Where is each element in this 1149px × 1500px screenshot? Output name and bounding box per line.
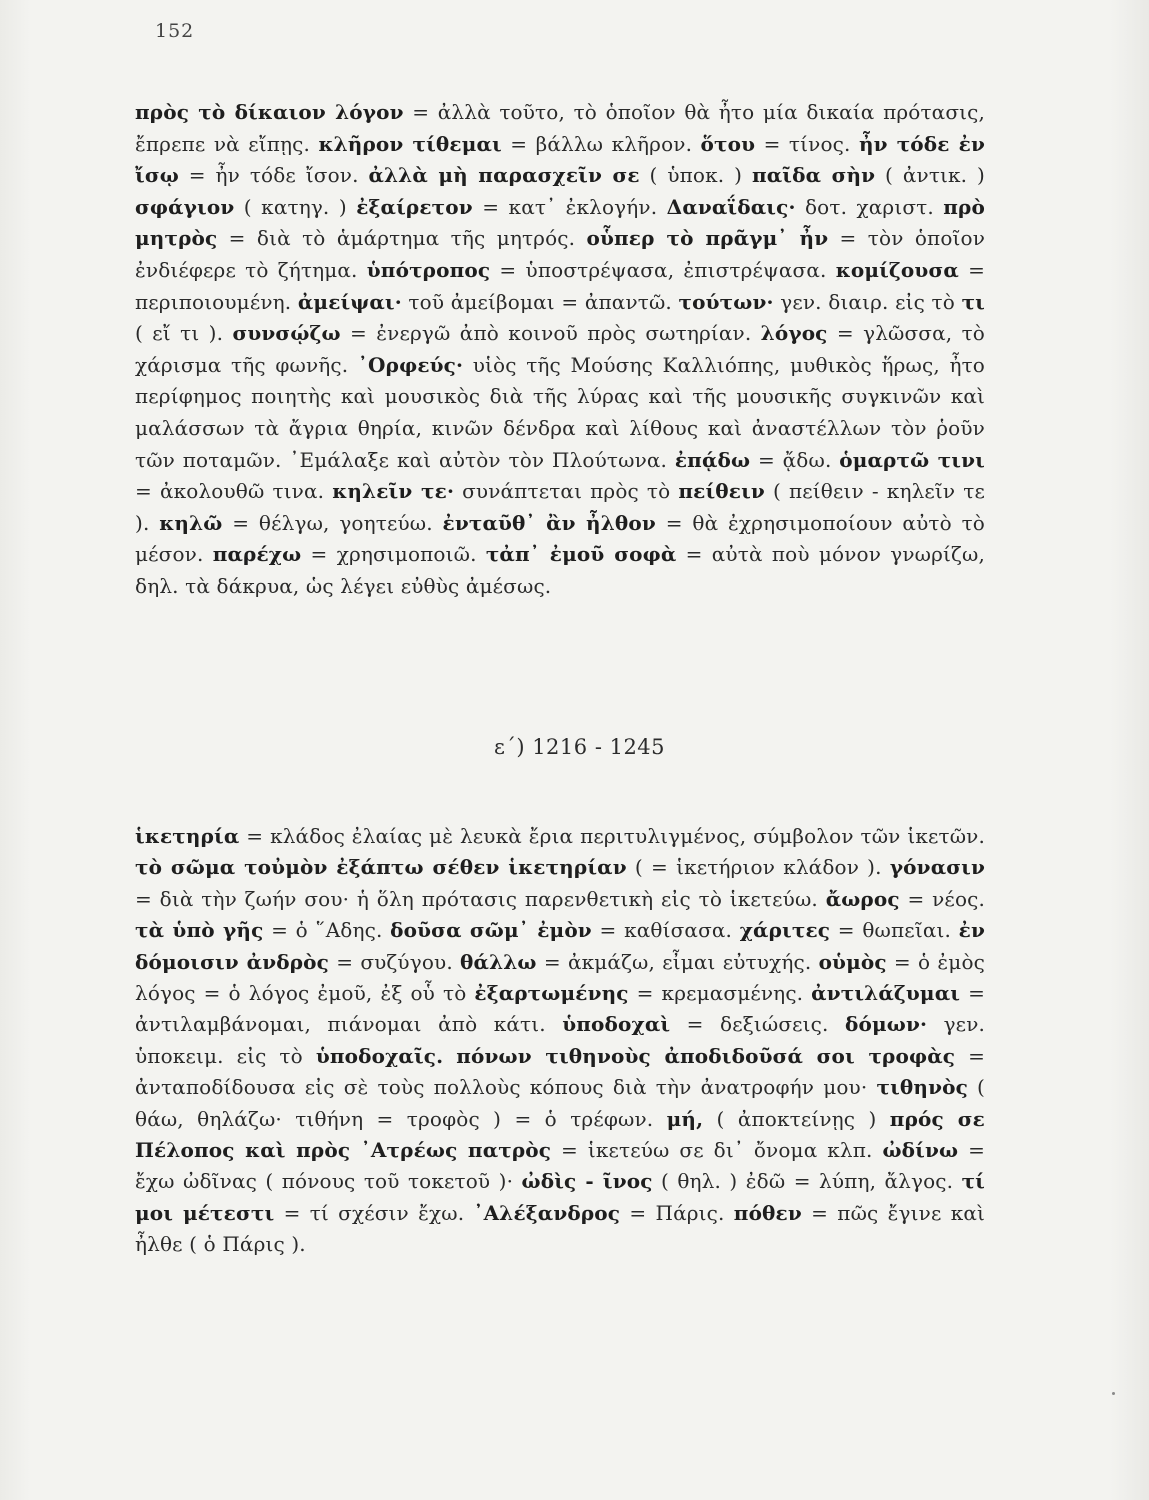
lemma: ἄωρος: [825, 886, 900, 911]
lemma: δόμων·: [845, 1012, 928, 1037]
gloss: = διὰ τὴν ζωήν σου· ἡ ὅλη πρότασις παρενθετικὴ εἰς τὸ ἱκετεύω.: [135, 886, 826, 911]
lemma: πείθειν: [678, 479, 765, 504]
lemma: πόθεν: [733, 1200, 802, 1225]
lemma: ἐν δόμοισιν ἀνδρὸς: [135, 918, 985, 974]
lemma: ἀλλὰ μὴ παρασχεῖν σε: [368, 163, 640, 188]
lemma: χάριτες: [739, 918, 831, 943]
lemma: ὠδίνω: [882, 1138, 959, 1163]
lemma: πόνων τιθηνοὺς ἀποδιδοῦσά σοι τροφὰς: [456, 1043, 956, 1068]
gloss: γεν. ὑποκειμ. εἰς τὸ: [135, 1012, 986, 1068]
gloss: = κλάδος ἐλαίας μὲ λευκὰ ἔρια περιτυλιγμένος, σύμβολον τῶν ἱκετῶν.: [239, 824, 985, 848]
section-heading: ε΄) 1216 - 1245: [493, 735, 666, 759]
gloss: ( εἴ τι ).: [135, 321, 233, 346]
gloss: = χρησιμοποιῶ.: [301, 542, 486, 567]
gloss: = θὰ ἐχρησιμοποίουν αὐτὸ τὸ μέσον.: [135, 510, 985, 567]
gloss: = ἔχω ὠδῖνας ( πόνους τοῦ τοκετοῦ )·: [135, 1138, 985, 1194]
lemma: κηλεῖν τε·: [332, 479, 455, 504]
gloss: = διὰ τὸ ἁμάρτημα τῆς μητρός.: [217, 226, 587, 251]
gloss: = κατ᾽ ἐκλογήν.: [472, 194, 667, 219]
gloss: ( κατηγ. ): [234, 194, 357, 219]
lemma: οὗπερ τὸ πρᾶγμ᾽ ἦν: [586, 226, 829, 251]
gloss: = περιποιουμένη.: [135, 257, 985, 314]
lemma: ὠδὶς - ῖνος: [521, 1169, 653, 1194]
gloss: = Πάρις.: [620, 1200, 734, 1225]
gloss: = ἀκμάζω, εἶμαι εὐτυχής.: [536, 949, 819, 974]
gloss: = τί σχέσιν ἔχω.: [274, 1200, 474, 1225]
lemma: κηλῶ: [159, 510, 223, 535]
lemma: ᾽Αλέξανδρος: [473, 1200, 621, 1225]
gloss: = ᾄδω.: [750, 447, 840, 472]
lemma: τι: [961, 289, 985, 314]
gloss: γεν. διαιρ. εἰς τὸ: [773, 289, 962, 314]
lemma: ἀμείψαι·: [297, 289, 402, 314]
lemma: τιθηνὸς: [876, 1075, 968, 1100]
gloss: = ἦν τόδε ἴσον.: [178, 163, 369, 188]
lemma: σφάγιον: [135, 194, 235, 219]
gloss: = ὁ ῞Αδης.: [263, 918, 391, 943]
lemma: ἀντιλάζυμαι: [811, 981, 961, 1006]
gloss: = ὁ ἐμὸς λόγος = ὁ λόγος ἐμοῦ, ἐξ οὗ τὸ: [135, 949, 985, 1006]
lemma: ὑποδοχαῖς.: [315, 1043, 444, 1068]
commentary-paragraph: [135, 97, 985, 603]
gloss: = θέλγω, γοητεύω.: [222, 510, 443, 535]
gloss: = θωπεῖαι.: [830, 918, 959, 943]
gloss: = τίνος.: [755, 131, 859, 156]
gloss: υἱὸς τῆς Μούσης Καλλιόπης, μυθικὸς ἥρως, ἦτο περίφημος ποιητὴς καὶ μουσικὸς διὰ τῆς λύρας καὶ τῆς μουσικῆς συγκινῶν καὶ μαλάσσων τὰ ἄγρια θηρία, κινῶν δένδρα καὶ λίθους καὶ ἀναστέλλων τὸν ῥοῦν τῶν ποταμῶν. ᾽Εμάλαξε καὶ αὐτὸν τὸν Πλούτωνα.: [135, 352, 985, 472]
lemma: ὅτου: [700, 131, 756, 156]
lemma: μή,: [666, 1106, 704, 1131]
lemma: ὑποδοχαὶ: [562, 1012, 671, 1037]
lemma: ἐπᾴδω: [674, 447, 751, 472]
gloss: ( θάω, θηλάζω· τιθήνη = τροφὸς ) = ὁ τρέφων.: [135, 1075, 985, 1131]
gloss: ( ἀντικ. ): [875, 163, 986, 188]
gloss: ( πείθειν - κηλεῖν τε ).: [135, 479, 986, 535]
lemma: ᾽Ορφεύς·: [357, 352, 464, 377]
lemma: πρὸς τὸ δίκαιον λόγον: [135, 100, 404, 124]
gloss: συνάπτεται πρὸς τὸ: [454, 479, 679, 504]
gloss: = πῶς ἔγινε καὶ ἦλθε ( ὁ Πάρις ).: [135, 1200, 985, 1257]
gloss: = ὑποστρέψασα, ἐπιστρέψασα.: [490, 257, 836, 282]
gloss: = αὐτὰ ποὺ μόνον γνωρίζω, δηλ. τὰ δάκρυα, ὡς λέγει εὐθὺς ἀμέσως.: [135, 542, 985, 598]
gloss: = ἀλλὰ τοῦτο, τὸ ὁποῖον θὰ ἦτο μία δικαία πρότασις, ἔπρεπε νὰ εἴπῃς.: [135, 100, 985, 156]
lemma: τί μοι μέτεστι: [135, 1169, 986, 1225]
lemma: παρέχω: [212, 542, 302, 567]
lemma: γόνασιν: [889, 855, 985, 880]
gloss: = καθίσασα.: [591, 918, 740, 943]
lemma: ἱκετηρία: [135, 824, 240, 848]
lemma: πρὸ μητρὸς: [135, 194, 985, 251]
gloss: = τὸν ὁποῖον ἐνδιέφερε τὸ ζήτημα.: [135, 226, 986, 282]
lemma: πρός σε Πέλοπος καὶ πρὸς ᾽Ατρέως πατρὸς: [135, 1106, 985, 1163]
paper-speck: [1112, 1392, 1115, 1395]
gloss: = γλῶσσα, τὸ χάρισμα τῆς φωνῆς.: [135, 321, 985, 377]
gloss: δοτ. χαριστ.: [795, 194, 944, 219]
lemma: κομίζουσα: [835, 257, 959, 282]
gloss: = δεξιώσεις.: [670, 1012, 845, 1037]
lemma: ἐξαρτωμένης: [474, 981, 629, 1006]
lemma: ὑπότροπος: [366, 257, 491, 282]
gloss: [443, 1044, 456, 1068]
lemma: παῖδα σὴν: [751, 163, 876, 188]
commentary-block-1: [135, 97, 985, 603]
gloss: = ἀνταποδίδουσα εἰς σὲ τοὺς πολλοὺς κόπους διὰ τὴν ἀνατροφήν μου·: [135, 1043, 986, 1100]
commentary-paragraph: [135, 821, 985, 1261]
lemma: λόγος: [760, 321, 828, 346]
page-number: 152: [155, 20, 195, 42]
commentary-block-2: [135, 821, 985, 1261]
lemma: τούτων·: [678, 289, 774, 314]
lemma: τὰ ὑπὸ γῆς: [135, 918, 264, 943]
gloss: τοῦ ἀμείβομαι = ἀπαντῶ.: [401, 289, 679, 314]
gloss: ( θηλ. ) ἐδῶ = λύπη, ἄλγος.: [652, 1169, 962, 1194]
lemma: οὑμὸς: [818, 949, 887, 974]
gloss: = ἐνεργῶ ἀπὸ κοινοῦ πρὸς σωτηρίαν.: [340, 321, 761, 346]
gloss: = ἱκετεύω σε δι᾽ ὄνομα κλπ.: [551, 1138, 883, 1163]
gloss: ( ὑποκ. ): [639, 163, 752, 188]
lemma: κλῆρον τίθεμαι: [318, 131, 502, 156]
lemma: συνσῴζω: [232, 321, 341, 346]
gloss: ( ἀποκτείνῃς ): [703, 1106, 890, 1131]
gloss: ( = ἱκετήριον κλάδον ).: [626, 855, 890, 880]
lemma: ὁμαρτῶ τινι: [839, 447, 985, 472]
gloss: = νέος.: [899, 886, 985, 911]
lemma: ἐνταῦθ᾽ ἂν ἦλθον: [442, 510, 656, 535]
lemma: ἐξαίρετον: [356, 194, 473, 219]
gloss: = βάλλω κλῆρον.: [501, 131, 701, 156]
lemma: Δαναΐδαις·: [666, 194, 796, 219]
gloss: = συζύγου.: [328, 949, 461, 974]
gloss: = κρεμασμένης.: [628, 981, 812, 1006]
gloss: = ἀκολουθῶ τινα.: [135, 479, 333, 504]
lemma: τἀπ᾽ ἐμοῦ σοφὰ: [485, 542, 677, 567]
gloss: = ἀντιλαμβάνομαι, πιάνομαι ἀπὸ κάτι.: [135, 981, 985, 1037]
lemma: τὸ σῶμα τοὐμὸν ἐξάπτω σέθεν ἱκετηρίαν: [135, 855, 627, 880]
lemma: ἦν τόδε ἐν ἴσῳ: [135, 131, 985, 188]
lemma: δοῦσα σῶμ᾽ ἐμὸν: [390, 918, 592, 943]
lemma: θάλλω: [460, 949, 537, 974]
